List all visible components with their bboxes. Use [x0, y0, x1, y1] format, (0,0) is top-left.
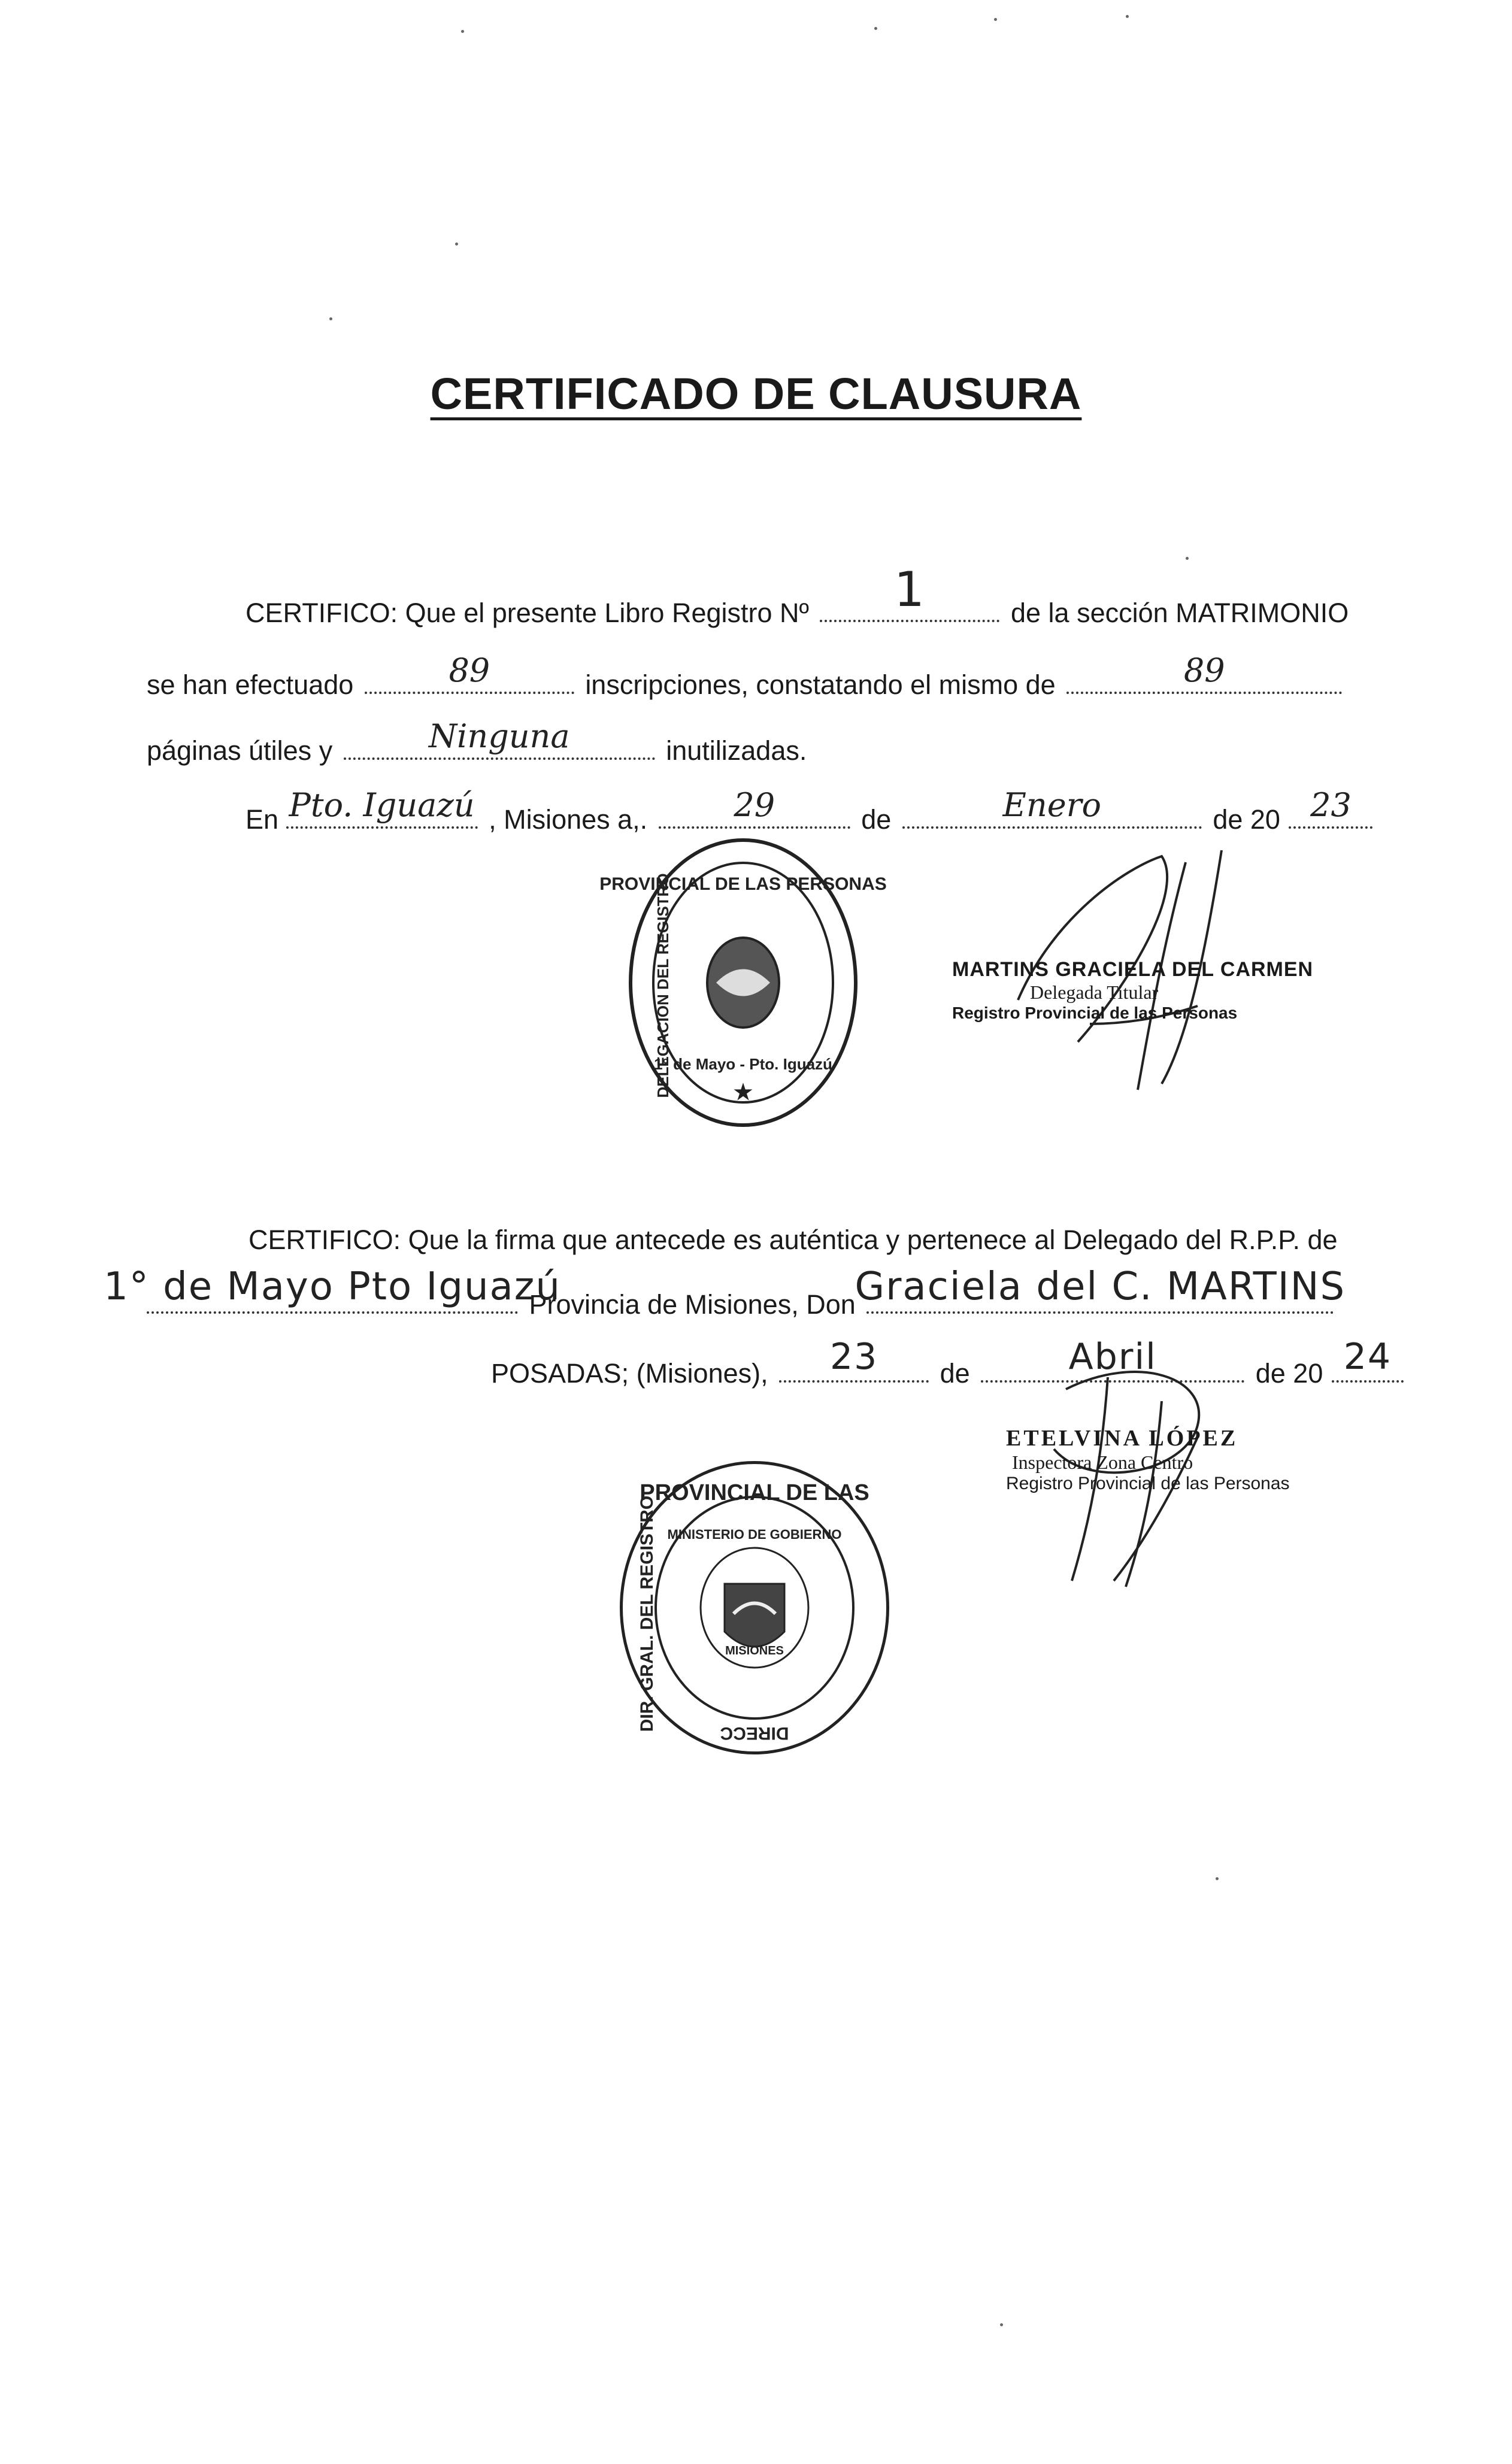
cert1-line2: se han efectuado 89 inscripciones, constatando el mismo de 89 [147, 668, 1346, 701]
stamp1-top-text: PROVINCIAL DE LAS PERSONAS [599, 874, 887, 894]
locality-field [104, 1265, 561, 1314]
cert1-line4: En Pto. Iguazú , Misiones a,. 29 de Enero de 20 23 [246, 802, 1376, 835]
unused-field [344, 717, 655, 760]
stamp1-left-text: DELEGACION DEL REGISTRO [654, 873, 672, 1098]
signature2-name: ETELVINA LÓPEZ [1006, 1426, 1238, 1451]
ministry-stamp-graphic [623, 1464, 886, 1751]
stamp2-shield-text: MISIONES [725, 1644, 784, 1657]
cert2-line3: POSADAS; (Misiones), 23 de Abril de 20 24 [491, 1356, 1407, 1389]
month-field [902, 786, 1202, 829]
stamp2-bottom-text: DIRECC [720, 1723, 789, 1743]
signature2-block [1006, 1425, 1290, 1494]
locality-handwritten: 1° de Mayo Pto Iguazú [104, 1265, 561, 1309]
cert1-line1: CERTIFICO: Que el presente Libro Registro Nº 1 de la sección MATRIMONIO [246, 562, 1349, 628]
year2-handwritten: 24 [1343, 1336, 1392, 1378]
day2-handwritten: 23 [829, 1336, 878, 1378]
signature2-org: Registro Provincial de las Personas [1006, 1474, 1290, 1493]
unused-handwritten: Ninguna [428, 717, 570, 755]
signature1-org: Registro Provincial de las Personas [952, 1004, 1238, 1022]
year-handwritten: 23 [1310, 786, 1352, 824]
inscriptions-handwritten: 89 [449, 651, 490, 689]
inscriptions-field [365, 651, 574, 694]
day-field [659, 786, 850, 829]
delegate-field [855, 1265, 1346, 1314]
signature2-title: Inspectora Zona Centro [1012, 1451, 1193, 1473]
star-icon: ★ [733, 1080, 753, 1104]
ministry-stamp [620, 1461, 889, 1754]
place-handwritten: Pto. Iguazú [289, 786, 475, 824]
book-number-field [820, 562, 999, 622]
stamp2-left-text: DIR. GRAL. DEL REGISTRO [637, 1495, 657, 1732]
stamp2-top-text: PROVINCIAL DE LAS [640, 1480, 869, 1505]
scan-speck [455, 243, 458, 246]
month-handwritten: Enero [1002, 786, 1102, 824]
cert2-line2: 1° de Mayo Pto Iguazú Provincia de Misiones, Don Graciela del C. MARTINS [104, 1265, 1346, 1320]
scan-speck [461, 30, 464, 33]
scan-speck [994, 18, 997, 21]
pages-field [1066, 651, 1342, 694]
delegation-stamp-graphic [599, 842, 887, 1123]
signature1-name: MARTINS GRACIELA DEL CARMEN [952, 958, 1314, 981]
pages-handwritten: 89 [1183, 651, 1225, 689]
cert2-line1: CERTIFICO: Que la firma que antecede es auténtica y pertenece al Delegado del R.P.P. de [249, 1225, 1338, 1255]
signature1-block [952, 958, 1313, 1023]
delegate-handwritten: Graciela del C. MARTINS [855, 1265, 1346, 1309]
day-handwritten: 29 [734, 786, 775, 824]
year2-field [1332, 1336, 1404, 1383]
year-field [1289, 786, 1372, 829]
scan-speck [1186, 557, 1189, 560]
cert1-line3: páginas útiles y Ninguna inutilizadas. [147, 717, 807, 766]
book-number-handwritten: 1 [894, 562, 926, 617]
delegation-stamp [599, 838, 887, 1127]
stamp2-inner-ring-text: MINISTERIO DE GOBIERNO [667, 1527, 842, 1542]
scan-speck [874, 27, 877, 30]
scan-speck [329, 317, 332, 320]
scan-speck [1000, 2323, 1003, 2326]
stamp1-inner-text: 1° de Mayo - Pto. Iguazú [654, 1055, 832, 1073]
document-title: CERTIFICADO DE CLAUSURA [430, 369, 1082, 419]
place-field [286, 786, 478, 829]
scan-speck [1126, 15, 1129, 18]
day2-field [779, 1336, 929, 1383]
scan-speck [1216, 1877, 1219, 1880]
signature1-title: Delegada Titular [1030, 981, 1159, 1003]
month2-handwritten: Abril [1068, 1336, 1157, 1378]
